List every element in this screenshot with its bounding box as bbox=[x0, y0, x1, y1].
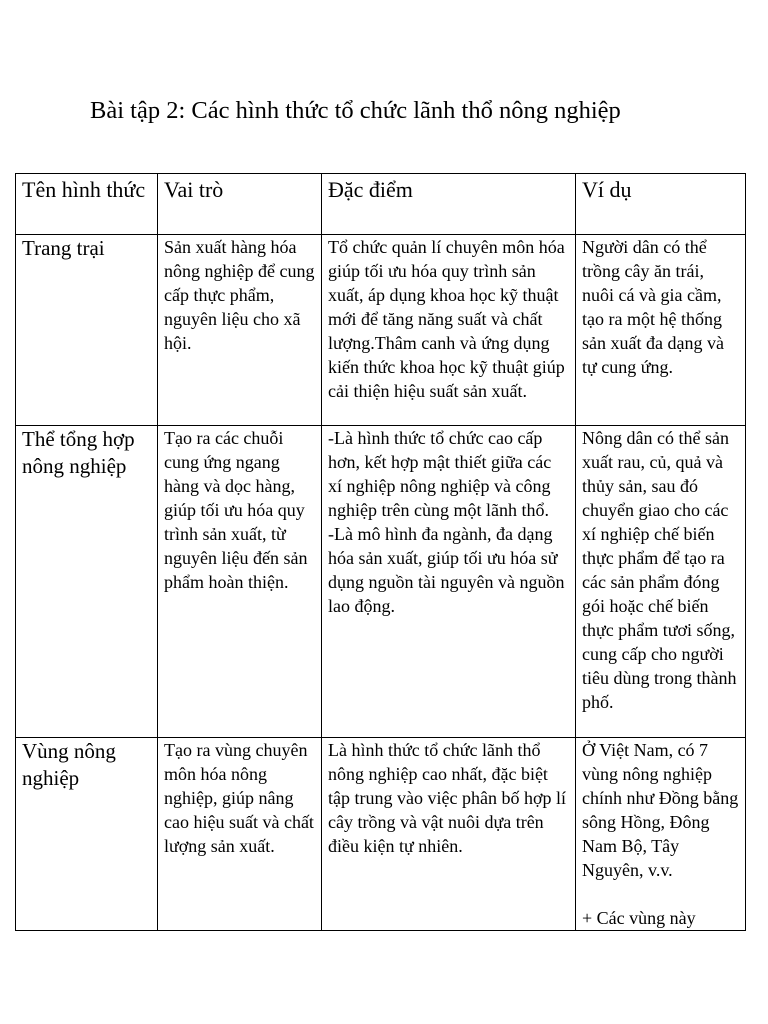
example-paragraph: Nông dân có thể sản xuất rau, củ, quả và thủy sản, sau đó chuyển giao cho các xí nghiệp chế biến thực phẩm để tạo ra các sản phẩm đóng gói hoặc chế biến thực phẩm tươi sống, cung cấp cho người tiêu dùng trong thành phố. bbox=[582, 428, 737, 712]
row-name: Thể tổng hợp nông nghiệp bbox=[16, 426, 158, 738]
feature-paragraph: Là hình thức tổ chức lãnh thổ nông nghiệp cao nhất, đặc biệt tập trung vào việc phân bố hợp lí cây trồng và vật nuôi dựa trên điều kiện tự nhiên. bbox=[328, 740, 566, 856]
table-row bbox=[16, 738, 746, 931]
row-examples bbox=[576, 235, 746, 426]
row-features bbox=[322, 738, 576, 931]
example-paragraph: Người dân có thể trồng cây ăn trái, nuôi cá và gia cầm, tạo ra một hệ thống sản xuất đa dạng và tự cung ứng. bbox=[582, 237, 724, 377]
row-name: Trang trại bbox=[16, 235, 158, 426]
table-row bbox=[16, 426, 746, 738]
page-title: Bài tập 2: Các hình thức tổ chức lãnh thổ nông nghiệp bbox=[90, 97, 621, 124]
row-role: Tạo ra vùng chuyên môn hóa nông nghiệp, giúp nâng cao hiệu suất và chất lượng sản xuất. bbox=[158, 738, 322, 931]
paragraph-gap bbox=[582, 882, 739, 906]
row-examples bbox=[576, 738, 746, 931]
feature-paragraph: Tổ chức quản lí chuyên môn hóa giúp tối ưu hóa quy trình sản xuất, áp dụng khoa học kỹ thuật mới để tăng năng suất và chất lượng.Thâm canh và ứng dụng kiến thức khoa học kỹ thuật giúp cải thiện hiệu suất sản xuất. bbox=[328, 237, 565, 401]
row-name: Vùng nông nghiệp bbox=[16, 738, 158, 931]
row-examples bbox=[576, 426, 746, 738]
row-features bbox=[322, 235, 576, 426]
table-row bbox=[16, 235, 746, 426]
header-role: Vai trò bbox=[158, 174, 322, 235]
forms-table bbox=[15, 173, 746, 931]
example-paragraph: + Các vùng này bbox=[582, 908, 696, 928]
row-role: Tạo ra các chuỗi cung ứng ngang hàng và dọc hàng, giúp tối ưu hóa quy trình sản xuất, từ nguyên liệu đến sản phẩm hoàn thiện. bbox=[158, 426, 322, 738]
header-examples: Ví dụ bbox=[576, 174, 746, 235]
header-features: Đặc điểm bbox=[322, 174, 576, 235]
header-name: Tên hình thức bbox=[16, 174, 158, 235]
row-role: Sản xuất hàng hóa nông nghiệp để cung cấp thực phẩm, nguyên liệu cho xã hội. bbox=[158, 235, 322, 426]
feature-paragraph: -Là hình thức tổ chức cao cấp hơn, kết hợp mật thiết giữa các xí nghiệp nông nghiệp và công nghiệp trên cùng một lãnh thổ. bbox=[328, 428, 552, 520]
feature-paragraph: -Là mô hình đa ngành, đa dạng hóa sản xuất, giúp tối ưu hóa sử dụng nguồn tài nguyên và nguồn lao động. bbox=[328, 524, 565, 616]
row-features bbox=[322, 426, 576, 738]
table-header-row bbox=[16, 174, 746, 235]
example-paragraph: Ở Việt Nam, có 7 vùng nông nghiệp chính như Đồng bằng sông Hồng, Đông Nam Bộ, Tây Nguyên, v.v. bbox=[582, 740, 739, 880]
